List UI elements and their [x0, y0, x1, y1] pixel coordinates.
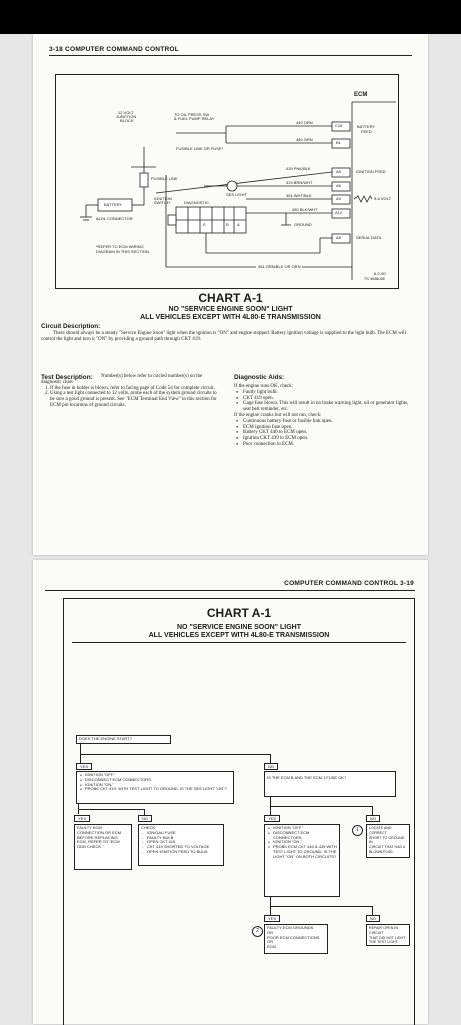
ground-label: GROUND: [294, 222, 312, 227]
pin-a9: A9: [336, 196, 341, 201]
diagram-code: 7S 3686-6E: [364, 276, 386, 281]
no-label: NO: [366, 915, 380, 922]
flowchart-frame: [63, 598, 415, 1025]
result-line: ODR CHECK.": [77, 844, 104, 850]
wire-label-c16: 440 ORN: [296, 120, 313, 125]
yes-label: YES: [264, 815, 280, 822]
result-line: CIRCUIT THAT HAD A: [369, 845, 406, 850]
aid-item: ● Ignition CKT 439 to ECM open.: [243, 436, 414, 442]
step-item: ● IGNITION "OFF.": [85, 773, 231, 778]
battery-feed-2: FEED: [361, 129, 372, 134]
bottom-wire-label: 461 ORN/BLK OR ORN: [258, 264, 301, 269]
page-3-19: [33, 560, 428, 1024]
result-line: BLOWN FUSE.: [369, 849, 394, 854]
title-rule: [72, 642, 406, 643]
status-bar: [0, 0, 461, 34]
pin-a6: A6: [336, 183, 341, 188]
page-header: COMPUTER COMMAND CONTROL 3-19: [284, 580, 414, 587]
test-intro: Number(s) below refer to circled number(s) on the diagnostic chart.: [41, 374, 203, 385]
header-rule: [49, 55, 412, 56]
wire-label-a12: 450 BLK/WHT: [292, 207, 318, 212]
five-volt-label: 5-6 VOLT: [374, 196, 392, 201]
result-line: ECM.: [267, 944, 277, 950]
diagnostic-label: DIAGNOSTIC: [184, 200, 209, 205]
faulty-grounds-box: [264, 924, 328, 954]
wire-label-a9: 451 WHT/BLK: [286, 193, 312, 198]
no-label: NO: [366, 815, 380, 822]
chart-subtitle-1: NO "SERVICE ENGINE SOON" LIGHT: [168, 306, 293, 313]
ecm-label: ECM: [354, 92, 368, 98]
serial-data-label: SERIAL DATA: [356, 235, 382, 240]
test-heading: Test Description:: [41, 374, 93, 381]
oil-relay-label-1: TO OIL PRESS SW: [174, 112, 210, 117]
chart-subtitle-1: NO "SERVICE ENGINE SOON" LIGHT: [177, 624, 301, 631]
aldl-pin-b: B: [226, 222, 229, 227]
circuit-text: There should always be a steady "Service Engine Soon" light when the ignition is "ON" and engine stopped. Battery ignition voltage is supplied to the light bulb. The ECM will control the light and turn it "ON" by providing a ground path through CKT 419.: [41, 331, 406, 342]
step-item: ● PROBE CKT 419, WITH TEST LIGHT TO GROUND. IS THE SES LIGHT "ON"?: [85, 787, 231, 792]
battery-feed-1: BATTERY: [357, 124, 376, 129]
pin-a12: A12: [335, 210, 343, 215]
aid-item: ● Poor connection to ECM.: [243, 442, 414, 448]
result-line: OR: [267, 939, 273, 945]
result-line: THE TEST LIGHT.: [369, 940, 399, 945]
test-description: [41, 374, 221, 409]
step-probe-ecm: [264, 824, 340, 897]
aldl-pin-e: E: [203, 222, 206, 227]
page-3-18: [33, 34, 428, 555]
wiring-lines: [56, 75, 398, 288]
wire-label-a5: 439 PNK/BLK: [286, 166, 311, 171]
result-line: OR: [267, 929, 273, 935]
check-item: - OPEN CKT 419: [147, 840, 221, 845]
pin-a8: A8: [336, 235, 341, 240]
pin-a5: A5: [336, 169, 341, 174]
yes-label: YES: [76, 763, 92, 770]
wiring-diagram: [55, 74, 399, 289]
aids-intro-2: If the engine cranks but will not run, check:: [234, 412, 322, 418]
question-fuse-ok: IS THE ECM B AND THE ECM 1 FUSE OK?: [264, 771, 396, 797]
ignition-feed-label: IGNITION FEED: [356, 169, 386, 174]
result-line: THAT DID NOT LIGHT: [369, 935, 406, 940]
locate-short-box: [366, 824, 410, 858]
connector: [78, 809, 145, 810]
result-line: SHORT TO GROUND IN: [369, 835, 405, 845]
oil-relay-label-2: & FUEL PUMP RELAY: [174, 116, 215, 121]
check-title: CHECK:: [141, 825, 157, 830]
wire-label-a6: 419 BRN/WHT: [286, 180, 313, 185]
check-box: [138, 824, 224, 866]
step-item: ● IGNITION "ON.": [85, 783, 231, 788]
result-line: FAULTY ECM GROUNDS: [267, 925, 314, 930]
step-number-1: 1: [352, 825, 363, 836]
battery-label: BATTERY: [104, 202, 123, 207]
chart-subtitle-2: ALL VEHICLES EXCEPT WITH 4L80-E TRANSMISSION: [148, 632, 330, 639]
aid-item: ● CKT 419 open.: [243, 396, 414, 402]
circuit-heading: Circuit Description:: [41, 323, 101, 330]
yes-label: YES: [264, 915, 280, 922]
chart-title: CHART A-1: [198, 291, 263, 305]
step-item: ● DISCONNECT ECM CONNECTORS.: [273, 831, 337, 841]
check-item: - OPEN IGNITION FEED TO BULB.: [147, 850, 221, 855]
aids-intro-1: If the engine runs OK, check:: [234, 384, 294, 389]
test-item-1: 1. If the fuse in holder is blown, refer to facing page of Code 54 for complete circuit.: [50, 386, 221, 392]
page-header: 3-18 COMPUTER COMMAND CONTROL: [49, 46, 179, 53]
aid-item: ● Faulty light bulb.: [243, 390, 414, 396]
diagram-date: 6-2-90: [374, 271, 386, 276]
aldl-label: ALDL CONNECTOR: [96, 216, 133, 221]
result-line: FAULTY ECM: [77, 825, 102, 830]
repair-open-box: [366, 924, 410, 946]
check-item: - CKT 419 SHORTED TO VOLTAGE: [147, 845, 221, 850]
pin-b1: B1: [336, 140, 341, 145]
result-line: CONNECTION OR ECM.: [77, 829, 123, 835]
aid-item: ● ECM ignition fuse open.: [243, 425, 414, 431]
step-number-2: 2: [252, 926, 263, 937]
ses-light-label: SES LIGHT: [226, 192, 247, 197]
result-line: LOCATE AND CORRECT: [369, 826, 392, 835]
ignition-switch-label-1: IGNITION: [154, 196, 172, 201]
chart-subtitle-2: ALL VEHICLES EXCEPT WITH 4L80-E TRANSMISSION: [140, 314, 321, 321]
check-item: - FAULTY BULB: [147, 836, 221, 841]
step-disconnect-ecm: [76, 771, 234, 804]
aid-item: ● Gage fuse blown. This will result in no brake warning light, oil or generator lights, seat belt reminder, etc.: [243, 401, 414, 413]
step-item: ● IGNITION "OFF.": [273, 826, 337, 831]
step-item: ● IGNITION "ON.": [273, 840, 337, 845]
no-label: NO: [138, 815, 152, 822]
junction-label-1: 12 VOLT: [118, 110, 134, 115]
connector: [80, 754, 271, 755]
diagnostic-aids: [234, 384, 414, 448]
no-label: NO: [264, 763, 278, 770]
header-rule: [45, 590, 415, 591]
aid-item: ● Battery CKT 440 to ECM open.: [243, 430, 414, 436]
faulty-ecm-box: [74, 824, 132, 870]
question-engine-start: DOES THE ENGINE START?: [76, 735, 171, 744]
connector: [270, 906, 373, 907]
fusible-link-label: FUSIBLE LINK: [151, 176, 178, 181]
result-line: ECM, REFER TO "ECM: [77, 839, 120, 845]
yes-label: YES: [74, 815, 90, 822]
aid-item: ● Continuous battery-fuse or fusible link open.: [243, 419, 414, 425]
refer-note-2: DIAGRAM IN THIS SECTION: [96, 249, 149, 254]
step-item: ● PROBE ECM CKT 440 & 439 WITH TEST LIGHT TO GROUND. IS THE LIGHT "ON" ON BOTH CIRCUITS?: [273, 845, 337, 859]
junction-label-2: JUNCTION: [116, 114, 137, 119]
connector: [270, 806, 373, 807]
result-line: POOR ECM CONNECTIONS: [267, 934, 320, 940]
wire-label-b1: 440 ORN: [296, 137, 313, 142]
result-line: BEFORE REPLACING: [77, 834, 118, 840]
test-item-2: 2. Using a test light connected to 12 volts, probe each of the system ground circuits to be sure a good ground is present. See "ECM Terminal End View" in this section for ECM pin locations of ground circuits.: [50, 391, 221, 408]
chart-title: CHART A-1: [206, 606, 272, 620]
refer-note-1: *REFER TO ECM WIRING: [96, 244, 144, 249]
step-item: ● DISCONNECT ECM CONNECTORS.: [85, 778, 231, 783]
aldl-pin-a: A: [237, 222, 240, 227]
ignition-switch-label-2: SWITCH: [154, 200, 170, 205]
fusible-link-fuse-label: FUSIBLE LINK OR FUSE*: [176, 146, 224, 151]
check-item: - IGN/GAU FUSE: [147, 831, 221, 836]
junction-label-3: BLOCK: [120, 118, 134, 123]
result-line: REPAIR OPEN IN CIRCUIT: [369, 926, 398, 935]
aids-heading: Diagnostic Aids:: [234, 374, 285, 381]
pin-c16: C16: [335, 123, 343, 128]
connector: [80, 741, 81, 763]
